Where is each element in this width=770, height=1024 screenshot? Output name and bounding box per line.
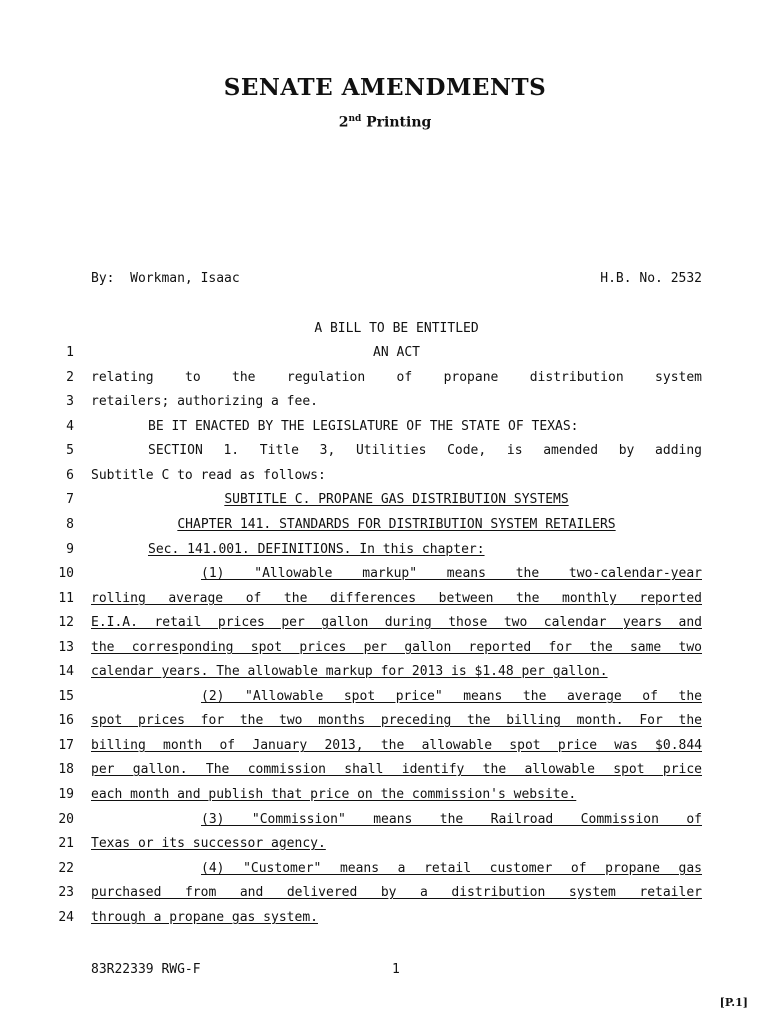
text-line: [201, 861, 702, 879]
line-number: 12: [58, 615, 74, 630]
line-text: through a propane gas system.: [91, 910, 318, 925]
text-line: [91, 787, 702, 805]
text-line: [91, 640, 702, 658]
text-line: [91, 615, 702, 633]
line-text: (1) "Allowable markup" means the two-calendar-year: [201, 566, 702, 581]
text-line: [91, 664, 702, 682]
page-number: 1: [392, 962, 400, 977]
line-number: 21: [58, 836, 74, 851]
text-line: [91, 910, 702, 928]
line-number: 24: [58, 910, 74, 925]
line-number: 5: [66, 443, 74, 458]
text-line: [91, 370, 702, 388]
text-line: [91, 713, 702, 731]
line-text: (2) "Allowable spot price" means the average of the: [201, 689, 702, 704]
text-line: [91, 738, 702, 756]
text-line: [91, 885, 702, 903]
line-number: 2: [66, 370, 74, 385]
line-text: (3) "Commission" means the Railroad Commission of: [201, 812, 702, 827]
line-text: rolling average of the differences between the monthly reported: [91, 591, 702, 606]
text-line: [201, 812, 702, 830]
text-line: [201, 689, 702, 707]
line-number: 1: [66, 345, 74, 360]
line-text: calendar years. The allowable markup for 2013 is $1.48 per gallon.: [91, 664, 608, 679]
document-code: 83R22339 RWG-F: [91, 962, 201, 977]
text-line: [91, 591, 702, 609]
line-text: BE IT ENACTED BY THE LEGISLATURE OF THE STATE OF TEXAS:: [148, 419, 579, 434]
line-number: 8: [66, 517, 74, 532]
printing-number: 2: [338, 114, 349, 131]
line-number: 14: [58, 664, 74, 679]
line-text: Subtitle C to read as follows:: [91, 468, 326, 483]
printing-word: Printing: [366, 114, 432, 131]
line-text: (4) "Customer" means a retail customer of propane gas: [201, 861, 702, 876]
line-number: 18: [58, 762, 74, 777]
printing-subtitle: [0, 114, 770, 131]
line-number: 3: [66, 394, 74, 409]
text-line: [91, 468, 702, 486]
line-text: each month and publish that price on the commission's website.: [91, 787, 577, 802]
text-line: [91, 443, 702, 461]
line-text: per gallon. The commission shall identify the allowable spot price: [91, 762, 702, 777]
line-text: spot prices for the two months preceding the billing month. For the: [91, 713, 702, 728]
line-number: 9: [66, 542, 74, 557]
text-line: [91, 517, 702, 535]
text-line: [91, 419, 702, 437]
line-number: 17: [58, 738, 74, 753]
line-text: relating to the regulation of propane distribution system: [91, 370, 702, 385]
text-line: [91, 492, 702, 510]
line-number: 20: [58, 812, 74, 827]
line-text: Texas or its successor agency.: [91, 836, 326, 851]
line-number: 11: [58, 591, 74, 606]
line-number: 13: [58, 640, 74, 655]
line-number: 16: [58, 713, 74, 728]
line-text: retailers; authorizing a fee.: [91, 394, 318, 409]
line-text: Sec. 141.001. DEFINITIONS. In this chapter:: [148, 542, 485, 557]
text-line: [91, 836, 702, 854]
line-number: 6: [66, 468, 74, 483]
page-tag: [P.1]: [719, 996, 748, 1009]
line-number: 7: [66, 492, 74, 507]
line-number: 10: [58, 566, 74, 581]
line-number: 15: [58, 689, 74, 704]
text-line: [91, 542, 702, 560]
line-text: purchased from and delivered by a distribution system retailer: [91, 885, 702, 900]
bill-heading-line: [91, 321, 702, 339]
line-text: CHAPTER 141. STANDARDS FOR DISTRIBUTION SYSTEM RETAILERS: [177, 517, 616, 532]
line-text: SUBTITLE C. PROPANE GAS DISTRIBUTION SYSTEMS: [224, 492, 569, 507]
line-text: A BILL TO BE ENTITLED: [314, 321, 479, 336]
line-number: 23: [58, 885, 74, 900]
line-text: AN ACT: [373, 345, 420, 360]
text-line: [201, 566, 702, 584]
bill-author: By: Workman, Isaac: [91, 271, 240, 286]
line-text: the corresponding spot prices per gallon reported for the same two: [91, 640, 702, 655]
line-number: 19: [58, 787, 74, 802]
line-text: billing month of January 2013, the allowable spot price was $0.844: [91, 738, 702, 753]
line-text: SECTION 1. Title 3, Utilities Code, is amended by adding: [148, 443, 702, 458]
line-text: E.I.A. retail prices per gallon during those two calendar years and: [91, 615, 702, 630]
line-number: 4: [66, 419, 74, 434]
text-line: [91, 345, 702, 363]
bill-number: H.B. No. 2532: [600, 271, 702, 286]
printing-ordinal-suffix: nd: [348, 114, 362, 124]
text-line: [91, 762, 702, 780]
text-line: [91, 394, 702, 412]
document-title: SENATE AMENDMENTS: [223, 74, 547, 101]
line-number: 22: [58, 861, 74, 876]
